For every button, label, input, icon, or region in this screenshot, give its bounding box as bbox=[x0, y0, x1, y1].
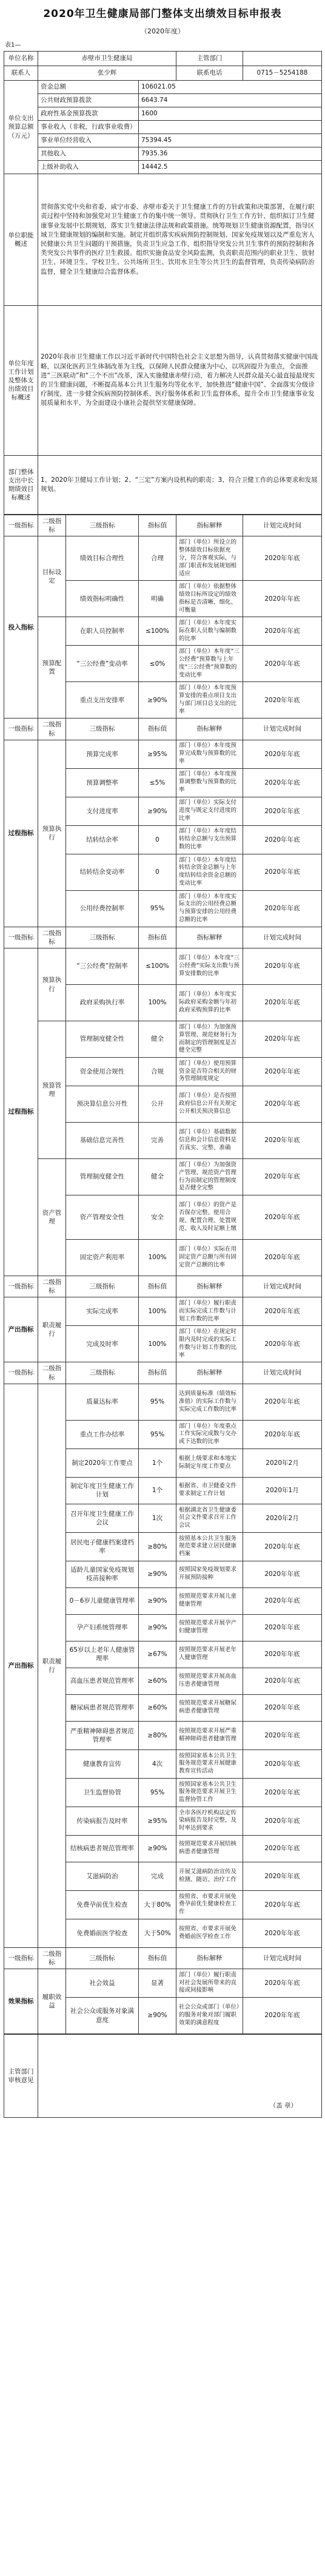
indicator-explanation: 根据湖北省卫生健康委员会文件要求召开工作会议 bbox=[176, 1504, 243, 1532]
plan-time: 2020年年底 bbox=[243, 768, 322, 797]
l3-indicator: 支付进度率 bbox=[66, 797, 139, 825]
indicator-explanation: 按照规范要求开展老年人健康管理 bbox=[176, 1641, 243, 1668]
plan-time: 2020年年底 bbox=[243, 1919, 322, 1947]
budget-row bbox=[4, 161, 322, 174]
plan-time: 2020年年底 bbox=[243, 1195, 322, 1240]
indicator-header-cell: 计划完成时间 bbox=[243, 718, 322, 740]
l3-indicator: 65岁以上老年人健康管理率 bbox=[66, 1641, 139, 1668]
indicator-explanation: 根据上级要求和本地实际制定年度工作要点 bbox=[176, 1449, 243, 1477]
plan-time: 2020年年底 bbox=[243, 1587, 322, 1614]
l3-indicator: 资产管理安全性 bbox=[66, 1195, 139, 1240]
l3-indicator: 资金使用合规性 bbox=[66, 1058, 139, 1086]
plan-time: 2020年年底 bbox=[243, 825, 322, 854]
l1-indicator: 效果指标 bbox=[4, 1969, 38, 2034]
duty-label: 单位职能概述 bbox=[4, 174, 38, 306]
indicator-explanation: 按照省、市要求开展免费孕前优生健康检查工作 bbox=[176, 1890, 243, 1919]
indicator-value: 4次 bbox=[139, 1749, 176, 1778]
plan-time: 2020年年底 bbox=[243, 1721, 322, 1749]
plan-text: 2020年我市卫生健康工作以习近平新时代中国特色社会主义思想为指导，认真贯彻落实健康中国战略，以深化医药卫生体制改革为主线，以保障人民群众健康为中心，以巩固提升为重点，全面推进“三医联动”和“三个不出”改革，深入实施健康赤壁行动，着力解决人民群众最关心最直接最现实的卫生健康问题，不断提高基本公共卫生服务均等化水平，加快推进“健康中国”、全面落实分级诊疗制度，进一步健全疾病预防控制体系、医疗服务体系和卫生监督体系，提升全市卫生健康事业发展质量和水平，为全面建设小康社会提供坚实健康保障。 bbox=[38, 306, 322, 456]
indicator-value: 大于50% bbox=[139, 1919, 176, 1947]
l3-indicator: 质量达标率 bbox=[66, 1384, 139, 1420]
indicator-header-cell: 三级指标 bbox=[66, 927, 139, 948]
indicator-explanation: 部门（单位）履行职责而实际完成工作数与计划工作数的比率 bbox=[176, 1297, 243, 1326]
l3-indicator: 社会效益 bbox=[66, 1969, 139, 1998]
indicator-value: ≥80% bbox=[139, 1721, 176, 1749]
indicator-explanation: 按照规范要求开展结核病患者健康管理 bbox=[176, 1835, 243, 1862]
l3-indicator: 实际完成率 bbox=[66, 1297, 139, 1326]
l3-indicator: 社会公众或服务对象满意度 bbox=[66, 1998, 139, 2034]
indicator-header-cell: 一级指标 bbox=[4, 1947, 38, 1969]
indicator-explanation: 部门（单位）的资产是否保存完整、使用合规、配置合理、处置规范、收入及时足额上缴 bbox=[176, 1195, 243, 1240]
l3-indicator: 在职人员控制率 bbox=[66, 617, 139, 646]
indicator-header-cell: 指标解释 bbox=[176, 515, 243, 536]
l3-indicator: 0－6岁儿童健康管理率 bbox=[66, 1587, 139, 1614]
l3-indicator: 免费婚前医学检查 bbox=[66, 1919, 139, 1947]
indicator-explanation: 按照规范要求开展严重精神障碍患者健康管理 bbox=[176, 1721, 243, 1749]
plan-time: 2020年年底 bbox=[243, 1862, 322, 1890]
indicator-header-cell: 一级指标 bbox=[4, 1362, 38, 1384]
indicator-header-cell: 计划完成时间 bbox=[243, 1276, 322, 1297]
indicator-header-cell: 计划完成时间 bbox=[243, 1947, 322, 1969]
plan-time: 2020年年底 bbox=[243, 740, 322, 768]
plan-time: 2020年年底 bbox=[243, 1749, 322, 1778]
indicator-header-cell: 计划完成时间 bbox=[243, 927, 322, 948]
plan-time: 2020年年底 bbox=[243, 1969, 322, 1998]
indicator-header-cell: 三级指标 bbox=[66, 1276, 139, 1297]
indicator-value: 100% bbox=[139, 1326, 176, 1362]
dept-value bbox=[243, 52, 322, 66]
budget-item-label: 政府性基金预算拨款 bbox=[38, 107, 139, 121]
indicator-value: 95% bbox=[139, 1420, 176, 1449]
indicator-header-cell: 指标值 bbox=[139, 1362, 176, 1384]
l1-indicator: 产出指标 bbox=[4, 1384, 38, 1947]
indicator-explanation: 部门（单位）所设立的整体绩效目标依据充分，符合客观实际，与部门职责和发展规划相适应 bbox=[176, 536, 243, 581]
review-stamp: （盖 章） bbox=[38, 2035, 322, 2118]
indicator-header-row bbox=[4, 1947, 322, 1969]
indicator-explanation: 按照国家基本公共卫生服务规范要求开展卫生监督协管工作 bbox=[176, 1778, 243, 1807]
indicator-row bbox=[4, 617, 322, 646]
indicator-header-cell: 指标值 bbox=[139, 718, 176, 740]
budget-item-value: 106021.05 bbox=[139, 81, 322, 94]
indicator-value: 1次 bbox=[139, 1504, 176, 1532]
indicator-explanation: 部门（单位）是否按照政府信息公开有关规定公开相关预决算信息 bbox=[176, 1086, 243, 1123]
indicator-header-row bbox=[4, 1276, 322, 1297]
indicator-header-cell: 二级指标 bbox=[38, 1947, 66, 1969]
l3-indicator: “三公经费”变动率 bbox=[66, 646, 139, 682]
plan-time: 2020年1月 bbox=[243, 1477, 322, 1504]
indicator-table bbox=[4, 515, 322, 2034]
l3-indicator: 绩效目标合理性 bbox=[66, 536, 139, 581]
l2-indicator: 履职效益 bbox=[38, 1969, 66, 2034]
l1-indicator: 产出指标 bbox=[4, 1297, 38, 1362]
plan-time: 2020年年底 bbox=[243, 948, 322, 985]
indicator-value: 0 bbox=[139, 825, 176, 854]
unit-name-label: 单位名称 bbox=[4, 52, 38, 66]
l3-indicator: 预算调整率 bbox=[66, 768, 139, 797]
indicator-header-cell: 二级指标 bbox=[38, 718, 66, 740]
indicator-value: 1个 bbox=[139, 1449, 176, 1477]
indicator-explanation: 部门（单位）依据整体绩效目标所设定的绩效指标是否清晰、细化、可衡量 bbox=[176, 581, 243, 617]
indicator-header-cell: 二级指标 bbox=[38, 927, 66, 948]
budget-row bbox=[4, 121, 322, 134]
indicator-row bbox=[4, 740, 322, 768]
plan-time: 2020年年底 bbox=[243, 854, 322, 890]
budget-item-label: 事业单位经营收入 bbox=[38, 134, 139, 147]
indicator-header-cell: 指标解释 bbox=[176, 1276, 243, 1297]
indicator-value: 95% bbox=[139, 1778, 176, 1807]
plan-time: 2020年年底 bbox=[243, 985, 322, 1021]
budget-item-label: 资金总额 bbox=[38, 81, 139, 94]
indicator-explanation: 按照基本公共卫生服务规范要求建立居民健康档案 bbox=[176, 1532, 243, 1561]
l1-indicator: 投入指标 bbox=[4, 536, 38, 718]
indicator-explanation: 根据省、市卫健委文件要求制定工作计划 bbox=[176, 1477, 243, 1504]
plan-time: 2020年年底 bbox=[243, 1614, 322, 1641]
page-title: 2020年卫生健康局部门整体支出绩效目标申报表 bbox=[43, 8, 282, 20]
plan-time: 2020年年底 bbox=[243, 1240, 322, 1276]
indicator-explanation: 开展艾滋病防治宣传及检测、随访、治疗工作 bbox=[176, 1862, 243, 1890]
plan-time: 2020年年底 bbox=[243, 1384, 322, 1420]
l3-indicator: 管理制度健全性 bbox=[66, 1159, 139, 1195]
indicator-value: ≥90% bbox=[139, 1614, 176, 1641]
indicator-row bbox=[4, 1297, 322, 1326]
indicator-explanation: 部门（单位）本年度实际支出的公用经费总额与预算安排的公用经费总额的比率 bbox=[176, 890, 243, 927]
indicator-value: ≥90% bbox=[139, 1835, 176, 1862]
indicator-explanation: 按照规范要求开展糖尿病患者健康管理 bbox=[176, 1694, 243, 1721]
plan-time: 2020年年底 bbox=[243, 617, 322, 646]
budget-item-value: 75394.45 bbox=[139, 134, 322, 147]
plan-time: 2020年年底 bbox=[243, 1778, 322, 1807]
review-label: 主管部门审核意见 bbox=[4, 2035, 38, 2118]
indicator-header-row bbox=[4, 927, 322, 948]
indicator-row bbox=[4, 1159, 322, 1195]
indicator-value: ≥90% bbox=[139, 682, 176, 718]
indicator-value: ≥95% bbox=[139, 1807, 176, 1835]
indicator-value: 显著 bbox=[139, 1969, 176, 1998]
l3-indicator: 艾滋病防治 bbox=[66, 1862, 139, 1890]
l2-indicator: 预算管理 bbox=[38, 1021, 66, 1159]
indicator-value: ≥60% bbox=[139, 1694, 176, 1721]
indicator-value: 明确 bbox=[139, 581, 176, 617]
indicator-value: 完成 bbox=[139, 1862, 176, 1890]
indicator-header-cell: 指标值 bbox=[139, 927, 176, 948]
plan-time: 2020年2月 bbox=[243, 1504, 322, 1532]
plan-time: 2020年年底 bbox=[243, 1021, 322, 1058]
table-tag: 表1— bbox=[5, 42, 21, 49]
l3-indicator: 管理制度健全性 bbox=[66, 1021, 139, 1058]
l3-indicator: 预算完成率 bbox=[66, 740, 139, 768]
indicator-header-cell: 指标解释 bbox=[176, 718, 243, 740]
indicator-header-cell: 一级指标 bbox=[4, 515, 38, 536]
indicator-header-cell: 指标值 bbox=[139, 515, 176, 536]
indicator-header-row bbox=[4, 1362, 322, 1384]
indicator-header-row bbox=[4, 515, 322, 536]
indicator-explanation: 全市各医疗机构法定传染病报告及时完整，及时率达到要求 bbox=[176, 1807, 243, 1835]
l3-indicator: 适龄儿童国家免疫规划疫苗接种率 bbox=[66, 1561, 139, 1587]
indicator-value: ≥60% bbox=[139, 1668, 176, 1694]
indicator-explanation: 部门（单位）本年度“三公经费”实际支出数与预算安排数的比率 bbox=[176, 948, 243, 985]
indicator-value: 完善 bbox=[139, 1123, 176, 1159]
plan-time: 2020年年底 bbox=[243, 1159, 322, 1195]
plan-time: 2020年2月 bbox=[243, 1449, 322, 1477]
l3-indicator: 健康教育宣传 bbox=[66, 1749, 139, 1778]
plan-time: 2020年年底 bbox=[243, 1835, 322, 1862]
l3-indicator: 重点支出安排率 bbox=[66, 682, 139, 718]
budget-item-value: 7935.36 bbox=[139, 147, 322, 161]
budget-item-label: 上级补助收入 bbox=[38, 161, 139, 174]
plan-time: 2020年年底 bbox=[243, 646, 322, 682]
indicator-value: ≤0% bbox=[139, 646, 176, 682]
indicator-value: 公开 bbox=[139, 1086, 176, 1123]
indicator-value: 95% bbox=[139, 890, 176, 927]
plan-time: 2020年年底 bbox=[243, 1807, 322, 1835]
indicator-header-cell: 三级指标 bbox=[66, 718, 139, 740]
budget-row bbox=[4, 94, 322, 107]
plan-time: 2020年年底 bbox=[243, 1086, 322, 1123]
l1-indicator: 过程指标 bbox=[4, 740, 38, 927]
l3-indicator: 公用经费控制率 bbox=[66, 890, 139, 927]
indicator-header-cell: 指标解释 bbox=[176, 927, 243, 948]
indicator-value: ≤5% bbox=[139, 768, 176, 797]
plan-time: 2020年年底 bbox=[243, 1326, 322, 1362]
l3-indicator: 免费孕前优生检查 bbox=[66, 1890, 139, 1919]
budget-row bbox=[4, 134, 322, 147]
l3-indicator: 完成及时率 bbox=[66, 1326, 139, 1362]
l3-indicator: 重点工作办结率 bbox=[66, 1420, 139, 1449]
indicator-explanation: 按照国家基本公共卫生服务规范要求开展健康教育宣传活动 bbox=[176, 1749, 243, 1778]
l3-indicator: 糖尿病患者规范管理率 bbox=[66, 1694, 139, 1721]
l3-indicator: 居民电子健康档案建档率 bbox=[66, 1532, 139, 1561]
l3-indicator: 制定年度卫生健康工作计划 bbox=[66, 1477, 139, 1504]
indicator-explanation: 部门（单位）本年度预算安排的重点项目支出与部门项目总支出的比率 bbox=[176, 682, 243, 718]
dept-label: 主管部门 bbox=[176, 52, 243, 66]
l2-indicator: 职责履行 bbox=[38, 1297, 66, 1362]
indicator-header-cell: 指标解释 bbox=[176, 1947, 243, 1969]
plan-time: 2020年年底 bbox=[243, 682, 322, 718]
plan-time: 2020年年底 bbox=[243, 536, 322, 581]
indicator-value: 100% bbox=[139, 1240, 176, 1276]
l3-indicator: 卫生监督协管 bbox=[66, 1778, 139, 1807]
indicator-explanation: 部门（单位）本年度结转结余总额与支出预算数的比率 bbox=[176, 825, 243, 854]
indicator-explanation: 按照国家免疫规划要求开展预防接种 bbox=[176, 1561, 243, 1587]
indicator-header-cell: 三级指标 bbox=[66, 515, 139, 536]
contact-value: 张少辉 bbox=[38, 66, 176, 81]
unit-name-value: 赤壁市卫生健康局 bbox=[38, 52, 176, 66]
indicator-value: ≥95% bbox=[139, 740, 176, 768]
indicator-header-cell: 二级指标 bbox=[38, 515, 66, 536]
indicator-explanation: 部门（单位）为加强预算管理、规范财务行为而制定的管理制度是否健全完整 bbox=[176, 1021, 243, 1058]
plan-time: 2020年年底 bbox=[243, 1532, 322, 1561]
l3-indicator: 基础信息完善性 bbox=[66, 1123, 139, 1159]
indicator-explanation: 按照规范要求开展儿童健康管理 bbox=[176, 1587, 243, 1614]
plan-time: 2020年年底 bbox=[243, 1641, 322, 1668]
budget-section-label: 单位支出预算总额（万元） bbox=[4, 81, 38, 174]
indicator-header-cell: 一级指标 bbox=[4, 1276, 38, 1297]
plan-label: 单位年度工作计划及整体支出绩效目标概述 bbox=[4, 306, 38, 456]
year-note: （2020年度） bbox=[141, 27, 184, 35]
indicator-explanation: 部门（单位）年度重点工作实际完成数与交办或下达数的比率 bbox=[176, 1420, 243, 1449]
budget-row bbox=[4, 147, 322, 161]
indicator-value: ≥90% bbox=[139, 797, 176, 825]
l3-indicator: 结转结余率 bbox=[66, 825, 139, 854]
indicator-row bbox=[4, 1969, 322, 1998]
l2-indicator: 资产管理 bbox=[38, 1159, 66, 1276]
plan-time: 2020年年底 bbox=[243, 1297, 322, 1326]
indicator-value: 100% bbox=[139, 1297, 176, 1326]
plan-time: 2020年年底 bbox=[243, 1694, 322, 1721]
indicator-header-cell: 指标值 bbox=[139, 1276, 176, 1297]
phone-value: 0715－5254188 bbox=[243, 66, 322, 81]
indicator-value: ≥90% bbox=[139, 1587, 176, 1614]
indicator-row bbox=[4, 536, 322, 581]
review-table bbox=[4, 2034, 322, 2118]
indicator-explanation: 部门（单位）本年度预算完成数与预算数的比率 bbox=[176, 740, 243, 768]
indicator-explanation: 达到质量标准（绩效标准值）的实际工作数与实际完成工作数的比率 bbox=[176, 1384, 243, 1420]
plan-time: 2020年年底 bbox=[243, 1420, 322, 1449]
indicator-header-cell: 一级指标 bbox=[4, 718, 38, 740]
plan-time: 2020年年底 bbox=[243, 797, 322, 825]
indicator-header-cell: 一级指标 bbox=[4, 927, 38, 948]
indicator-explanation: 部门（单位）履行职责对社会发展所带来的直接或间接影响 bbox=[176, 1969, 243, 1998]
l3-indicator: 固定资产利用率 bbox=[66, 1240, 139, 1276]
indicator-explanation: 部门（单位）本年度结转结余资金总额与上年度结转结余资金总额的变动比率 bbox=[176, 854, 243, 890]
plan-time: 2020年年底 bbox=[243, 1998, 322, 2034]
indicator-value: 大于80% bbox=[139, 1890, 176, 1919]
indicator-value: 健全 bbox=[139, 1159, 176, 1195]
duty-text: 贯彻落实党中央和省委、咸宁市委、赤壁市委关于卫生健康工作的方针政策和决策部署，在履行职责过程中坚持和加强党对卫生健康工作的集中统一领导。贯彻执行卫生工作方针，组织拟订卫生健康事业发展中长期规划，落实卫生健康法律法规和政策措施。统筹规划卫生健康资源配置，指导区域卫生健康规划的编制和实施。制定并组织落实疾病预防控制规划、国家免疫规划以及严重危害人民健康公共卫生问题的干预措施，负责卫生应急工作，组织指导突发公共卫生事件的预防控制和各类突发公共事件的医疗卫生救援。组织实施食品安全风险监测，负责职责范围内的职业卫生、放射卫生、环境卫生、学校卫生、公共场所卫生、饮用水卫生等公共卫生的监督管理，负责传染病防治监督，健全卫生健康综合监督体系。 bbox=[38, 174, 322, 306]
budget-row bbox=[4, 107, 322, 121]
indicator-explanation: 部门（单位）本年度“三公经费”预算数与上年度“三公经费”预算数的变动比率 bbox=[176, 646, 243, 682]
l3-indicator: 结转结余变动率 bbox=[66, 854, 139, 890]
indicator-header-cell: 三级指标 bbox=[66, 1362, 139, 1384]
indicator-value: ≥67% bbox=[139, 1641, 176, 1668]
indicator-value: ≥80% bbox=[139, 1532, 176, 1561]
indicator-explanation: 社会公众或部门（单位）的服务对象对部门履职效果的满意程度 bbox=[176, 1998, 243, 2034]
indicator-value: 95% bbox=[139, 1384, 176, 1420]
indicator-value: ≤100% bbox=[139, 948, 176, 985]
indicator-value: 安全 bbox=[139, 1195, 176, 1240]
phone-label: 联系电话 bbox=[176, 66, 243, 81]
l3-indicator: “三公经费”控制率 bbox=[66, 948, 139, 985]
l3-indicator: 制定2020年工作要点 bbox=[66, 1449, 139, 1477]
contact-label: 联系人 bbox=[4, 66, 38, 81]
budget-item-value: 1600 bbox=[139, 107, 322, 121]
indicator-header-cell: 二级指标 bbox=[38, 1362, 66, 1384]
budget-row bbox=[4, 81, 322, 94]
plan-time: 2020年年底 bbox=[243, 1668, 322, 1694]
plan-time: 2020年年底 bbox=[243, 581, 322, 617]
indicator-header-cell: 二级指标 bbox=[38, 1276, 66, 1297]
indicator-header-cell: 指标解释 bbox=[176, 1362, 243, 1384]
indicator-value: 合理 bbox=[139, 536, 176, 581]
indicator-value: ≥90% bbox=[139, 1998, 176, 2034]
budget-item-label: 其他收入 bbox=[38, 147, 139, 161]
l2-indicator: 职责履行 bbox=[38, 1384, 66, 1947]
indicator-row bbox=[4, 1384, 322, 1420]
indicator-explanation: 部门（单位）实际在用固定资产总额与所有固定资产总额的比率 bbox=[176, 1240, 243, 1276]
indicator-header-cell: 计划完成时间 bbox=[243, 1362, 322, 1384]
indicator-value: ≤100% bbox=[139, 617, 176, 646]
indicator-explanation: 部门（单位）基础数据信息和会计信息资料是否真实、完整、准确 bbox=[176, 1123, 243, 1159]
budget-item-value: 14442.5 bbox=[139, 161, 322, 174]
indicator-explanation: 按照省、市要求开展免费婚前医学检查工作 bbox=[176, 1919, 243, 1947]
indicator-header-cell: 计划完成时间 bbox=[243, 515, 322, 536]
l2-indicator: 预算配置 bbox=[38, 617, 66, 718]
indicator-value: ≥90% bbox=[139, 1561, 176, 1587]
indicator-explanation: 部门（单位）本年度实际在职人员数与编制数的比率 bbox=[176, 617, 243, 646]
indicator-row bbox=[4, 1021, 322, 1058]
l2-indicator: 预算执行 bbox=[38, 740, 66, 927]
indicator-explanation: 部门（单位）本年度实际政府采购金额与年初政府采购预算的比率 bbox=[176, 985, 243, 1021]
budget-item-value bbox=[139, 121, 322, 134]
indicator-value: 合规 bbox=[139, 1058, 176, 1086]
l3-indicator: 传染病报告及时率 bbox=[66, 1807, 139, 1835]
indicator-explanation: 按照规范要求开展高血压患者健康管理 bbox=[176, 1668, 243, 1694]
plan-time: 2020年年底 bbox=[243, 1890, 322, 1919]
plan-time: 2020年年底 bbox=[243, 890, 322, 927]
longterm-label: 部门整体支出中长期绩效目标概述 bbox=[4, 456, 38, 515]
indicator-value: 0 bbox=[139, 854, 176, 890]
plan-time: 2020年年底 bbox=[243, 1561, 322, 1587]
info-table bbox=[4, 51, 322, 515]
indicator-header-cell: 指标值 bbox=[139, 1947, 176, 1969]
indicator-explanation: 部门（单位）实际支付进度与既定支付进度的比率 bbox=[176, 797, 243, 825]
l3-indicator: 政府采购执行率 bbox=[66, 985, 139, 1021]
indicator-explanation: 部门（单位）本年度预算调整数与预算数的比率 bbox=[176, 768, 243, 797]
plan-time: 2020年年底 bbox=[243, 1058, 322, 1086]
budget-item-value: 6643.74 bbox=[139, 94, 322, 107]
indicator-header-cell: 三级指标 bbox=[66, 1947, 139, 1969]
indicator-explanation: 部门（单位）使用预算资金是否符合相关的财务管理制度规定 bbox=[176, 1058, 243, 1086]
indicator-explanation: 按照规范要求开展孕产妇健康管理 bbox=[176, 1614, 243, 1641]
indicator-explanation: 部门（单位）为加强资产管理、规范资产管理行为而制定的管理制度是否健全完整 bbox=[176, 1159, 243, 1195]
budget-item-label: 事业收入（非税，行政事业收费） bbox=[38, 121, 139, 134]
l3-indicator: 严重精神障碍患者规范管理率 bbox=[66, 1721, 139, 1749]
l3-indicator: 孕产妇系统管理率 bbox=[66, 1614, 139, 1641]
plan-time: 2020年年底 bbox=[243, 1123, 322, 1159]
l3-indicator: 预决算信息公开性 bbox=[66, 1086, 139, 1123]
indicator-header-row bbox=[4, 718, 322, 740]
indicator-value: 健全 bbox=[139, 1021, 176, 1058]
l3-indicator: 绩效指标明确性 bbox=[66, 581, 139, 617]
indicator-value: 1个 bbox=[139, 1477, 176, 1504]
longterm-text: 1、2020年卫健局工作计划；2、“三定”方案内设机构的职责；3、符合卫健工作的总体要求和发展规划。 bbox=[38, 456, 322, 515]
l2-indicator: 目标设定 bbox=[38, 536, 66, 617]
l3-indicator: 召开年度卫生健康工作会议 bbox=[66, 1504, 139, 1532]
indicator-row bbox=[4, 948, 322, 985]
indicator-explanation: 部门（单位）在规定时限内及时完成的实际工作数与计划工作数的比率 bbox=[176, 1326, 243, 1362]
l3-indicator: 高血压患者规范管理率 bbox=[66, 1668, 139, 1694]
l2-indicator: 预算执行 bbox=[38, 948, 66, 1021]
indicator-value: 100% bbox=[139, 985, 176, 1021]
l3-indicator: 结核病患者规范管理率 bbox=[66, 1835, 139, 1862]
budget-item-label: 公共财政预算拨款 bbox=[38, 94, 139, 107]
l1-indicator: 过程指标 bbox=[4, 948, 38, 1276]
